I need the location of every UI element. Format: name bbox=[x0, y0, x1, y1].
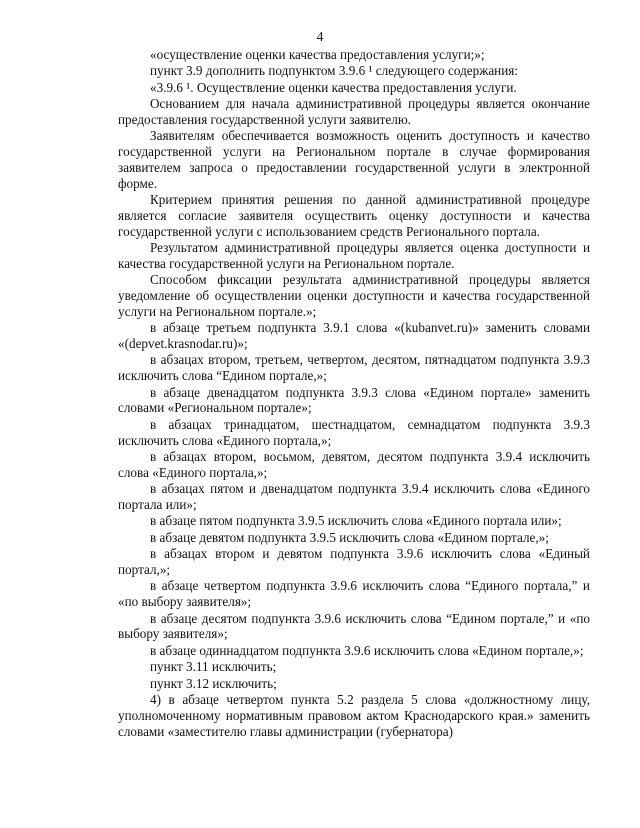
paragraph: Критерием принятия решения по данной административной процедуре является согласие заявителя осуществить оценку доступности и качества государственной услуги с использованием средств Регионального портала. bbox=[118, 192, 590, 239]
document-body bbox=[118, 47, 590, 740]
paragraph: Основанием для начала административной процедуры является окончание предоставления государственной услуги заявителю. bbox=[118, 96, 590, 127]
paragraph: в абзацах тринадцатом, шестнадцатом, семнадцатом подпункта 3.9.3 исключить слова «Единого портала,»; bbox=[118, 416, 590, 448]
paragraph: в абзацах втором и девятом подпункта 3.9.6 исключить слова «Единый портал,»; bbox=[118, 546, 590, 577]
paragraph: в абзаце девятом подпункта 3.9.5 исключить слова «Едином портале,»; bbox=[150, 529, 549, 545]
paragraph: пункт 3.9 дополнить подпунктом 3.9.6 ¹ следующего содержания: bbox=[150, 63, 519, 79]
paragraph: в абзаце третьем подпункта 3.9.1 слова «(kubanvet.ru)» заменить словами «(depvet.krasnodar.ru)»; bbox=[118, 320, 590, 352]
paragraph: в абзаце пятом подпункта 3.9.5 исключить слова «Единого портала или»; bbox=[150, 513, 562, 529]
paragraph: 4) в абзаце четвертом пункта 5.2 раздела 5 слова «должностному лицу, уполномоченному нормативным правовом актом Краснодарского края.» заменить словами «заместителю главы администрации (губернатора) bbox=[118, 691, 590, 739]
paragraph: в абзацах пятом и двенадцатом подпункта 3.9.4 исключить слова «Единого портала или»; bbox=[118, 481, 590, 513]
paragraph: в абзаце одиннадцатом подпункта 3.9.6 исключить слова «Едином портале,»; bbox=[150, 642, 584, 658]
paragraph: «3.9.6 ¹. Осуществление оценки качества предоставления услуги. bbox=[150, 79, 517, 95]
paragraph: пункт 3.11 исключить; bbox=[150, 659, 277, 675]
page-number: 4 bbox=[316, 30, 324, 45]
paragraph: в абзацах втором, восьмом, девятом, десятом подпункта 3.9.4 исключить слова «Единого портала,»; bbox=[118, 449, 590, 480]
paragraph: в абзацах втором, третьем, четвертом, десятом, пятнадцатом подпункта 3.9.3 исключить слова “Едином портале,»; bbox=[118, 352, 590, 384]
paragraph: Способом фиксации результата административной процедуры является уведомление об осуществлении оценки доступности и качества государственной услуги на Региональном портале.»; bbox=[118, 272, 590, 319]
paragraph: в абзаце двенадцатом подпункта 3.9.3 слова «Едином портале» заменить словами «Региональном портале»; bbox=[118, 384, 590, 416]
paragraph: Результатом административной процедуры является оценка доступности и качества государственной услуги на Региональном портале. bbox=[118, 240, 590, 271]
paragraph: в абзаце четвертом подпункта 3.9.6 исключить слова “Единого портала,” и «по выбору заявителя»; bbox=[118, 578, 590, 610]
paragraph: в абзаце десятом подпункта 3.9.6 исключить слова “Едином портале,” и «по выбору заявителя»; bbox=[118, 610, 590, 642]
paragraph: Заявителям обеспечивается возможность оценить доступность и качество государственной услуги на Региональном портале в случае формирования заявителем запроса о предоставлении государственной услуги в электронной форме. bbox=[118, 128, 590, 191]
paragraph: пункт 3.12 исключить; bbox=[150, 675, 277, 691]
paragraph: «осуществление оценки качества предоставления услуги;»; bbox=[150, 47, 485, 62]
